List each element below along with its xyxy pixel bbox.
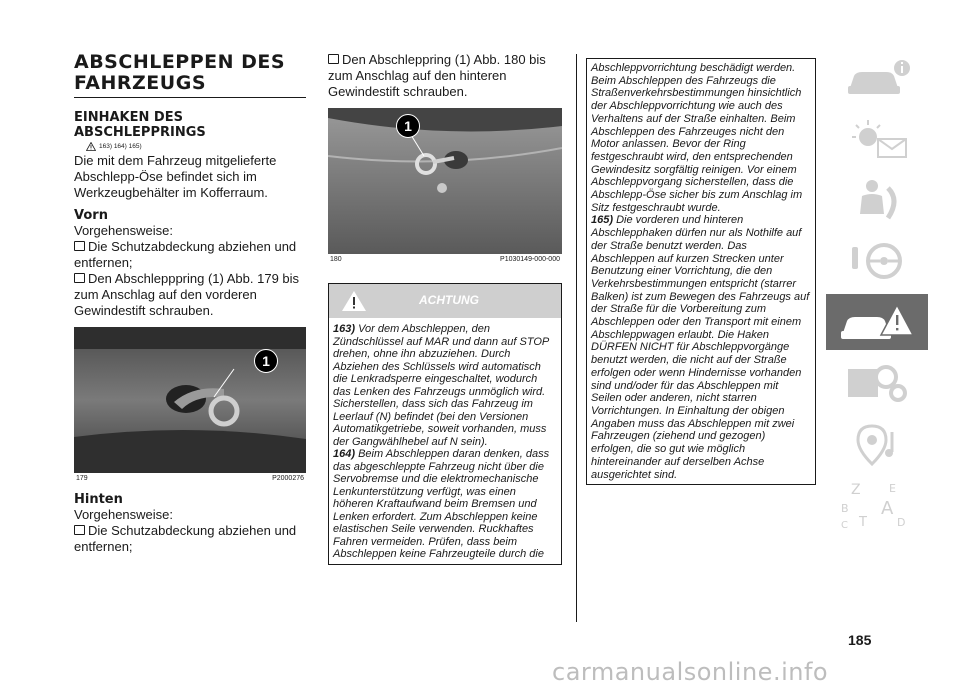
step-item: Die Schutzabdeckung abziehen und entfernen; xyxy=(74,239,297,270)
rear-bumper-image xyxy=(328,108,562,254)
tab-emergency[interactable] xyxy=(826,294,928,350)
page-number: 185 xyxy=(848,632,872,648)
checkbox-icon xyxy=(74,525,85,535)
watermark: carmanualsonline.info xyxy=(552,658,829,686)
middle-column xyxy=(328,52,562,565)
warning-163: 163) Vor dem Abschleppen, den Zündschlüssel auf MAR und dann auf STOP drehen, ohne ihn abzuziehen. Durch Abziehen des Schlüssels wird automatisch die Lenkradsperre eingeschaltet, wodurch das Lenken des Fahrzeugs unmöglich wird. Sicherstellen, dass sich das Fahrzeug im Leerlauf (N) befindet (bei den Versionen Automatikgetriebe, soweit vorhanden, muss der Gangwählhebel auf N sein). xyxy=(333,323,549,448)
tab-maintenance[interactable] xyxy=(826,355,928,411)
car-info-icon xyxy=(842,56,912,100)
figure-179 xyxy=(74,327,306,473)
checkbox-icon xyxy=(74,241,85,251)
warning-header xyxy=(329,284,561,318)
index-letter: A xyxy=(881,498,894,519)
multimedia-icon xyxy=(842,422,912,466)
front-bumper-image xyxy=(74,327,306,473)
warning-box xyxy=(328,283,562,565)
column-divider xyxy=(576,54,577,622)
rear-heading: Hinten xyxy=(74,492,123,507)
tab-multimedia[interactable] xyxy=(826,416,928,472)
index-letter: E xyxy=(889,482,896,495)
warning-164: 164) Beim Abschleppen daran denken, dass das abgeschleppte Fahrzeug nicht über die Servobremse und die elektromechanische Lenkunterstützung verfügt, was einen höheren Kraftaufwand beim Bremsen und Lenken erfordert. Zum Abschleppen keine elastischen Seile verwenden. Ruckhaftes Fahren vermeiden. Prüfen, dass beim Abschleppen keine Fahrzeugteile durch die xyxy=(333,448,550,560)
warning-triangle-icon xyxy=(341,290,367,312)
procedure-label: Vorgehensweise: xyxy=(74,507,174,522)
step-item: Den Abschlepppring (1) Abb. 179 bis zum Anschlag auf den vorderen Gewindestift schrauben. xyxy=(74,271,300,318)
index-letter: Z xyxy=(851,482,861,498)
tab-car-info[interactable] xyxy=(826,50,928,106)
figure-caption: 180 P1030149-000-000 xyxy=(330,256,560,263)
index-letter: T xyxy=(859,515,867,530)
front-heading: Vorn xyxy=(74,208,108,223)
steering-wheel-icon xyxy=(842,239,912,283)
warning-continued: Abschleppvorrichtung beschädigt werden. Beim Abschleppen des Fahrzeugs die Straßenverkehrsbestimmungen hinsichtlich der Abschleppvorrichtung wie auch des Verhaltens auf der Straße einhalten. Beim Abschleppen des Fahrzeuges nicht den Motor anlassen. Bevor der Ring festgeschraubt wird, den entsprechenden Gewindesitz sorgfältig reinigen. Vor einem Abschleppvorgang sicherstellen, dass die Abschlepp-Öse sicher bis zum Anschlag im Sitz festgeschraubt wurde. 165) Die vorderen und hinteren Abschlepphaken dürfen nur als Nothilfe auf der Straße benutzt werden. Das Abschleppen auf kurzen Strecken unter Benutzung einer Vorrichtung, die den Verkehrsbestimmungen entspricht (starrer Balken) ist zum Bewegen des Fahrzeugs auf der Straße für die Vorbereitung zum Abschleppen oder den Transport mit einem Abschleppwagen erlaubt. Die Haken DÜRFEN NICHT für Abschleppvorgänge benutzt werden, die nicht auf der Straße erfolgen oder wenn Hindernisse vorhanden sind und/oder für das Abschleppen mit Seilen oder anderen, nicht starren Vorrichtungen. In Einhaltung der obigen Angaben muss das Abschleppen mit zwei Fahrzeugen (ziehend und gezogen) erfolgen, die so gut wie möglich hintereinander auf derselben Achse ausgerichtet sind. xyxy=(586,58,816,485)
warning-refs: 163) 164) 165) xyxy=(86,142,306,151)
warning-body xyxy=(329,318,561,564)
tab-warning-lights[interactable] xyxy=(826,111,928,167)
maintenance-gears-icon xyxy=(842,361,912,405)
emergency-car-icon xyxy=(837,299,917,345)
index-letters-icon xyxy=(837,480,917,530)
figure-callout-1: 1 xyxy=(254,349,278,373)
chapter-sidebar xyxy=(826,50,928,538)
intro-text: Die mit dem Fahrzeug mitgelieferte Abschlepp-Öse befindet sich im Werkzeugbehälter im Kofferraum. xyxy=(74,153,277,200)
index-letter: B xyxy=(841,502,849,515)
page-title: ABSCHLEPPEN DES FAHRZEUGS xyxy=(74,52,306,98)
figure-caption: 179 P2000276 xyxy=(76,475,304,482)
checkbox-icon xyxy=(74,273,85,283)
left-column xyxy=(74,52,306,555)
index-letter: C xyxy=(841,520,848,530)
seat-safety-icon xyxy=(842,178,912,222)
figure-180 xyxy=(328,108,562,254)
procedure-label: Vorgehensweise: xyxy=(74,223,174,238)
checkbox-icon xyxy=(328,54,339,64)
warning-lights-icon xyxy=(842,117,912,161)
warning-triangle-icon xyxy=(86,142,96,151)
step-item: Die Schutzabdeckung abziehen und entfernen; xyxy=(74,523,297,554)
figure-callout-1: 1 xyxy=(396,114,420,138)
tab-safety[interactable] xyxy=(826,172,928,228)
step-item: Den Abschleppring (1) Abb. 180 bis zum Anschlag auf den hinteren Gewindestift schrauben. xyxy=(328,52,546,99)
warning-title: ACHTUNG xyxy=(419,293,479,307)
tab-driving[interactable] xyxy=(826,233,928,289)
tab-index[interactable] xyxy=(826,477,928,533)
warning-165: 165) Die vorderen und hinteren Abschlepphaken dürfen nur als Nothilfe auf der Straße benutzt werden. Das Abschleppen auf kurzen Strecken unter Benutzung einer Vorrichtung, die den Verkehrsbestimmungen entspricht (starrer Balken) ist zum Bewegen des Fahrzeugs auf der Straße für die Vorbereitung zum Abschleppen oder den Transport mit einem Abschleppwagen erlaubt. Die Haken DÜRFEN NICHT für Abschleppvorgänge benutzt werden, die nicht auf der Straße erfolgen oder wenn Hindernisse vorhanden sind und/oder für das Abschleppen mit Seilen oder anderen, nicht starren Vorrichtungen. In Einhaltung der obigen Angaben muss das Abschleppen mit zwei Fahrzeugen (ziehend und gezogen) erfolgen, die so gut wie möglich hintereinander auf derselben Achse ausgerichtet sind. xyxy=(591,214,810,481)
section-title: EINHAKEN DES ABSCHLEPPRINGS xyxy=(74,110,206,140)
index-letter: D xyxy=(897,516,906,529)
right-column xyxy=(586,58,816,485)
